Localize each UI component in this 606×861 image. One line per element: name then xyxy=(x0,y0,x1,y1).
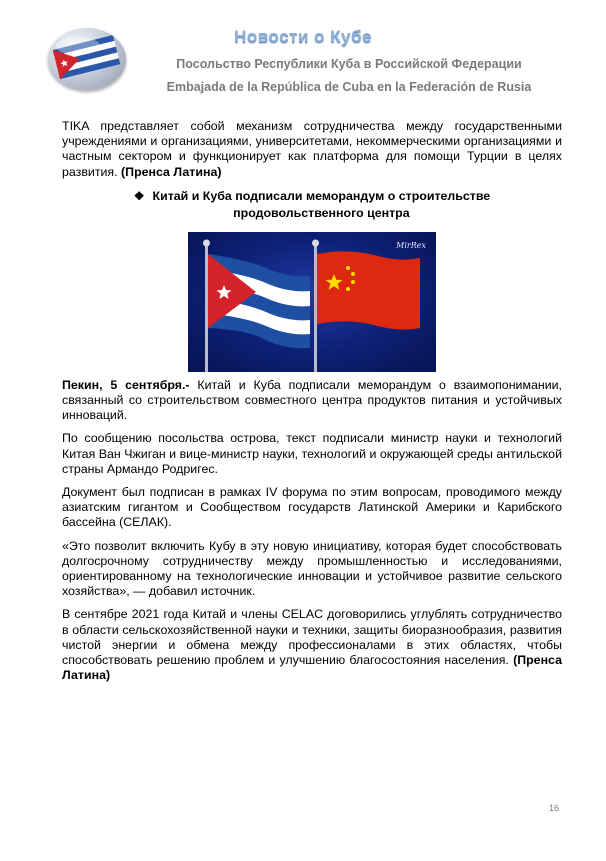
page-number: 16 xyxy=(549,803,560,813)
headline-line-1: Китай и Куба подписали меморандум о строительстве xyxy=(152,188,491,203)
embassy-name-es: Embajada de la República de Cuba en la Federación de Rusia xyxy=(166,80,532,94)
intro-source: (Пренса Латина) xyxy=(121,164,222,179)
diamond-bullet-icon: ❖ xyxy=(133,188,145,203)
article-headline xyxy=(62,188,562,222)
paragraph-5-source: (Пренса Латина) xyxy=(62,653,562,683)
article-content xyxy=(62,119,562,691)
article-paragraph-2: По сообщению посольства острова, текст подписали министр науки и технологий Китая Ван Чжиган и вице-министр науки, технологий и окружающей среды антильской страны Армандо Родригес. xyxy=(62,431,562,476)
photo-signature: MirRex xyxy=(396,240,426,250)
embassy-name-ru: Посольство Республики Куба в Российской Федерации xyxy=(176,57,522,71)
intro-text: TIKA представляет собой механизм сотрудничества между государственными учреждениями и организациями, университетами, некоммерческими организациями и частным сектором и функционирует как платформа для помощи Турции в целях развития. xyxy=(62,119,562,179)
intro-paragraph xyxy=(62,119,562,180)
cuba-flag-icon xyxy=(208,254,310,348)
paragraph-5-text: В сентябре 2021 года Китай и члены CELAC договорились углублять сотрудничество в области сельскохозяйственной науки и техники, защиты биоразнообразия, развития чистой энергии и обмена между профессионалами в этих областях, чтобы способствовать решению проблем и улучшению благосостояния населения. xyxy=(62,607,562,668)
china-flag-icon xyxy=(317,251,420,329)
photo-container xyxy=(62,232,562,372)
cuba-china-flags-photo xyxy=(188,232,436,372)
paragraph-1-text: Китай и Куба подписали меморандум о взаимопонимании, связанный со строительством совместного центра продуктов питания и устойчивых инноваций. xyxy=(62,377,562,423)
page-header xyxy=(0,0,606,100)
article-paragraph-3: Документ был подписан в рамках IV форума по этим вопросам, проводимого между азиатским гигантом и Сообществом государств Латинской Америки и Карибского бассейна (СЕЛАК). xyxy=(62,485,562,530)
site-title: Новости о Кубе xyxy=(234,27,372,46)
article-paragraph-5 xyxy=(62,607,562,683)
dateline: Пекин, 5 сентября.- xyxy=(62,377,190,392)
article-paragraph-4: «Это позволит включить Кубу в эту новую инициативу, которая будет способствовать долгосрочному сотрудничеству между промышленностью и исследованиями, ориентированному на технологические инновации и устойчивое развитие сельского хозяйства», — добавил источник. xyxy=(62,538,562,599)
article-paragraph-1 xyxy=(62,378,562,424)
headline-line-2: продовольственного центра xyxy=(233,205,410,220)
